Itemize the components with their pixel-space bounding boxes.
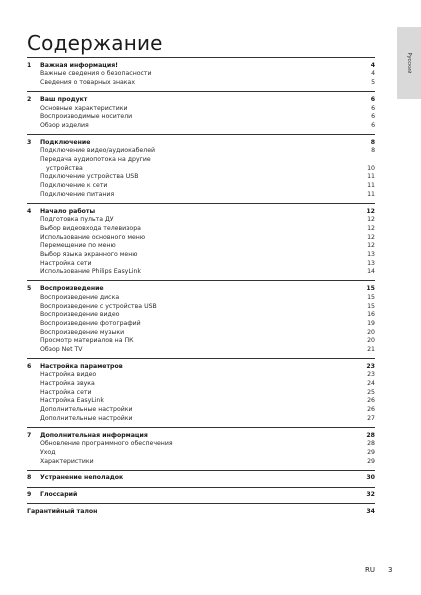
- section-title: Подключение: [40, 138, 91, 146]
- toc-entry-title: устройства: [46, 164, 83, 172]
- toc-entry[interactable]: [27, 458, 375, 467]
- toc-entry-page-number: 26: [367, 397, 375, 405]
- toc-section: [27, 57, 375, 91]
- toc-entry-title: Дополнительные настройки: [40, 414, 133, 422]
- language-tab-label: Русский: [406, 52, 412, 74]
- toc-entry-page-number: 12: [367, 242, 375, 250]
- toc-section-heading[interactable]: [27, 96, 375, 105]
- toc-entry-page-number: 20: [367, 328, 375, 336]
- toc-entry-page-number: 29: [367, 448, 375, 456]
- toc-entry-page-number: 27: [367, 414, 375, 422]
- toc-entry[interactable]: [27, 216, 375, 225]
- toc-entry-title: Выбор языка экранного меню: [40, 250, 138, 258]
- toc-section: [27, 358, 375, 427]
- toc-entry-title: Настройка сети: [40, 259, 92, 267]
- footer-language-code: RU: [365, 566, 375, 574]
- section-page-number: 23: [366, 362, 375, 370]
- section-title: Дополнительная информация: [40, 431, 148, 439]
- toc-entry-title: Воспроизведение видео: [40, 311, 120, 319]
- toc-entry[interactable]: [27, 329, 375, 338]
- section-number: 8: [27, 474, 32, 482]
- toc-entry-page-number: 26: [367, 406, 375, 414]
- toc-entry[interactable]: [27, 191, 375, 200]
- section-number: 5: [27, 285, 32, 293]
- toc-entry-page-number: 29: [367, 457, 375, 465]
- toc-entry[interactable]: [27, 406, 375, 415]
- toc-entry-title: Настройка видео: [40, 371, 97, 379]
- toc-entry[interactable]: [27, 147, 375, 156]
- toc-entry[interactable]: [27, 122, 375, 131]
- toc-entry-title: Перемещение по меню: [40, 242, 116, 250]
- toc-entry-title: Обзор изделия: [40, 121, 89, 129]
- toc-section-heading[interactable]: [27, 285, 375, 294]
- toc-entry-title: Воспроизведение фотографий: [40, 319, 141, 327]
- toc-entry-page-number: 21: [367, 345, 375, 353]
- toc-entry-title: Просмотр материалов на ПК: [40, 337, 134, 345]
- toc-section: [27, 503, 375, 520]
- toc-entry-title: Подключение питания: [40, 190, 115, 198]
- toc-entry-title: Воспроизведение диска: [40, 293, 120, 301]
- toc-entry-page-number: 6: [371, 121, 375, 129]
- section-number: 1: [27, 61, 32, 69]
- toc-entry[interactable]: [27, 70, 375, 79]
- toc-entry-page-number: 5: [371, 79, 375, 87]
- toc-entry-page-number: 4: [371, 70, 375, 78]
- toc-section: [27, 487, 375, 504]
- toc-entry-page-number: 14: [367, 268, 375, 276]
- section-title: Важная информация!: [40, 61, 119, 69]
- toc-entry[interactable]: [27, 311, 375, 320]
- toc-entry-title: Подготовка пульта ДУ: [40, 216, 114, 224]
- toc-entry[interactable]: [27, 371, 375, 380]
- language-tab: [397, 27, 421, 99]
- section-title: Воспроизведение: [40, 285, 104, 293]
- section-page-number: 8: [370, 138, 375, 146]
- toc-entry-title: Обновление программного обеспечения: [40, 440, 173, 448]
- toc-entry-title: Настройка EasyLink: [40, 397, 104, 405]
- toc-entry-page-number: 24: [367, 380, 375, 388]
- toc-entry-page-number: 19: [367, 319, 375, 327]
- section-number: 9: [27, 491, 32, 499]
- section-number: 3: [27, 138, 32, 146]
- section-number: 7: [27, 431, 32, 439]
- toc-entry[interactable]: [27, 397, 375, 406]
- toc-entry[interactable]: [27, 105, 375, 114]
- toc-section: [27, 280, 375, 358]
- section-number: 4: [27, 207, 32, 215]
- page-title: Содержание: [27, 31, 163, 55]
- toc-entry[interactable]: [27, 173, 375, 182]
- toc-entry-title: Использование основного меню: [40, 233, 146, 241]
- toc-entry-page-number: 12: [367, 224, 375, 232]
- toc-section-heading[interactable]: [27, 491, 375, 500]
- toc-entry[interactable]: [27, 380, 375, 389]
- toc-section-heading[interactable]: [27, 208, 375, 217]
- section-number: 6: [27, 362, 32, 370]
- section-title: Начало работы: [40, 207, 96, 215]
- toc-entry[interactable]: [27, 113, 375, 122]
- toc-entry[interactable]: [27, 294, 375, 303]
- toc-entry-title: Настройка сети: [40, 388, 92, 396]
- toc-entry[interactable]: [27, 415, 375, 424]
- toc-entry-title: Сведения о товарных знаках: [40, 79, 135, 87]
- toc-section-heading[interactable]: [27, 432, 375, 441]
- toc-entry-title: Подключение к сети: [40, 182, 108, 190]
- section-page-number: 4: [370, 61, 375, 69]
- section-page-number: 12: [366, 207, 375, 215]
- section-page-number: 34: [366, 507, 375, 515]
- toc-entry[interactable]: [27, 234, 375, 243]
- section-number: 2: [27, 95, 32, 103]
- toc-entry-title: Важные сведения о безопасности: [40, 70, 152, 78]
- section-title: Гарантийный талон: [27, 507, 98, 515]
- toc-entry-page-number: 12: [367, 233, 375, 241]
- toc-entry-page-number: 15: [367, 302, 375, 310]
- section-title: Ваш продукт: [40, 95, 88, 103]
- toc-entry-title: Воспроизводимые носители: [40, 113, 133, 121]
- toc-entry[interactable]: [27, 251, 375, 260]
- toc-entry-title: Уход: [40, 448, 56, 456]
- toc-entry-title: Использование Philips EasyLink: [40, 268, 142, 276]
- toc-entry-title: Выбор видеовхода телевизора: [40, 224, 141, 232]
- toc-entry-page-number: 13: [367, 259, 375, 267]
- toc-entry[interactable]: [27, 440, 375, 449]
- toc-entry-title: Передача аудиопотока на другие: [40, 156, 151, 164]
- toc-entry[interactable]: [27, 303, 375, 312]
- toc-section: [27, 134, 375, 203]
- toc-entry-page-number: 6: [371, 104, 375, 112]
- section-page-number: 30: [366, 474, 375, 482]
- section-title: Устранение неполадок: [40, 474, 124, 482]
- toc-entry-title: Воспроизведение музыки: [40, 328, 125, 336]
- toc-section: [27, 470, 375, 487]
- toc-entry-title: Воспроизведение с устройства USB: [40, 302, 157, 310]
- footer-page-number: 3: [388, 566, 393, 574]
- toc-entry[interactable]: [27, 260, 375, 269]
- toc-entry-title: Подключение устройства USB: [40, 173, 139, 181]
- toc-entry[interactable]: [27, 156, 375, 165]
- toc-entry-page-number: 6: [371, 113, 375, 121]
- toc-entry-page-number: 20: [367, 337, 375, 345]
- toc-entry[interactable]: [27, 225, 375, 234]
- toc-entry-title: Подключение видео/аудиокабелей: [40, 147, 156, 155]
- toc-entry-page-number: 15: [367, 293, 375, 301]
- toc-entry[interactable]: [27, 242, 375, 251]
- toc-entry[interactable]: [27, 320, 375, 329]
- toc-entry-title: Обзор Net TV: [40, 345, 83, 353]
- section-page-number: 15: [366, 285, 375, 293]
- toc-entry-page-number: 16: [367, 311, 375, 319]
- toc-entry-page-number: 25: [367, 388, 375, 396]
- toc-entry-page-number: 13: [367, 250, 375, 258]
- toc-entry[interactable]: [27, 337, 375, 346]
- toc-section-heading[interactable]: [27, 474, 375, 483]
- section-page-number: 28: [366, 431, 375, 439]
- toc-entry-page-number: 8: [371, 147, 375, 155]
- toc-entry-title: Настройка звука: [40, 380, 95, 388]
- toc-entry-title: Дополнительные настройки: [40, 406, 133, 414]
- toc-section: [27, 203, 375, 281]
- section-title: Глоссарий: [40, 491, 78, 499]
- toc-entry[interactable]: [27, 79, 375, 88]
- toc-entry-page-number: 11: [367, 182, 375, 190]
- toc-entry-page-number: 10: [367, 164, 375, 172]
- section-title: Настройка параметров: [40, 362, 123, 370]
- toc-section: [27, 427, 375, 470]
- toc-section-heading[interactable]: [27, 508, 375, 517]
- table-of-contents: [27, 57, 375, 520]
- toc-entry[interactable]: [27, 268, 375, 277]
- toc-section: [27, 91, 375, 134]
- toc-entry-page-number: 23: [367, 371, 375, 379]
- toc-entry-title: Основные характеристики: [40, 104, 128, 112]
- toc-entry-page-number: 12: [367, 216, 375, 224]
- toc-entry-page-number: 11: [367, 173, 375, 181]
- toc-entry[interactable]: [27, 449, 375, 458]
- toc-entry[interactable]: [27, 346, 375, 355]
- toc-entry-title: Характеристики: [40, 457, 94, 465]
- toc-entry-page-number: 28: [367, 440, 375, 448]
- toc-entry[interactable]: [27, 182, 375, 191]
- toc-entry-page-number: 11: [367, 190, 375, 198]
- section-page-number: 6: [370, 95, 375, 103]
- section-page-number: 32: [366, 491, 375, 499]
